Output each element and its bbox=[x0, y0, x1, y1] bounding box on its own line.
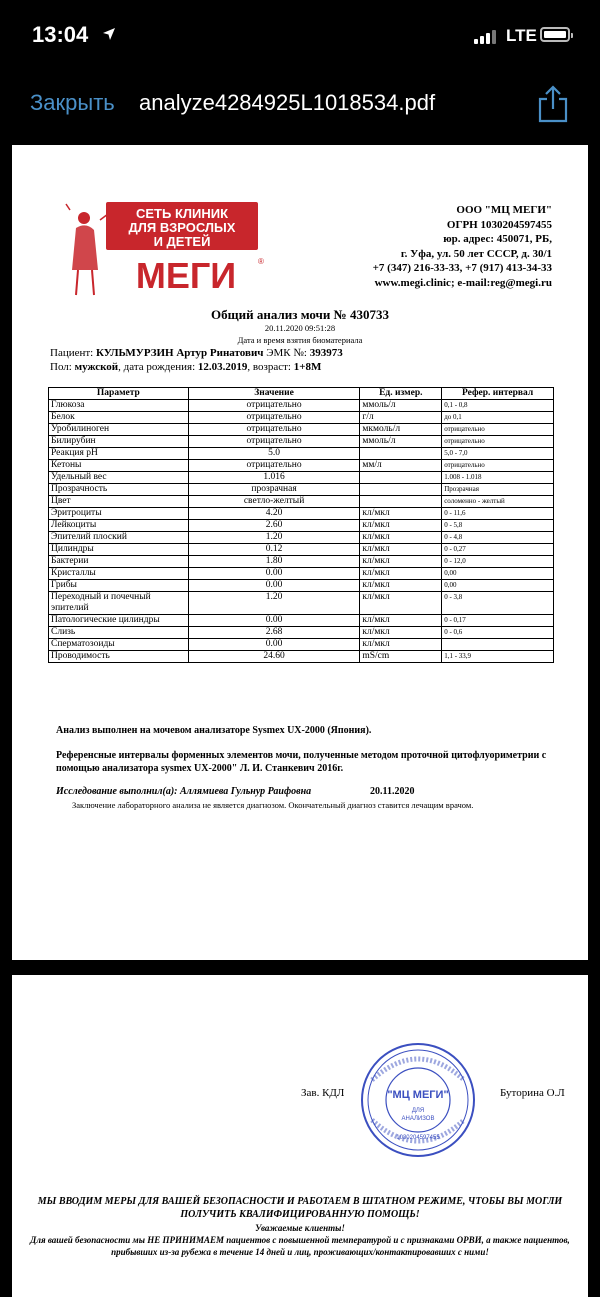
value-cell: 1.20 bbox=[188, 592, 360, 615]
table-row bbox=[49, 568, 554, 580]
unit-cell: мм/л bbox=[360, 460, 442, 472]
birth-value: 12.03.2019 bbox=[197, 361, 248, 373]
sample-datetime: 20.11.2020 09:51:28 bbox=[264, 323, 336, 333]
ref-cell: 0,00 bbox=[442, 580, 554, 592]
ref-cell: соломенно - желтый bbox=[442, 496, 554, 508]
ref-cell bbox=[442, 639, 554, 651]
table-row bbox=[49, 460, 554, 472]
value-cell: 2.60 bbox=[188, 520, 360, 532]
stamp-sub2: АНАЛИЗОВ bbox=[401, 1116, 435, 1122]
table-row bbox=[49, 592, 554, 615]
document-filename: analyze4284925L1018534.pdf bbox=[139, 90, 436, 115]
table-row bbox=[49, 508, 554, 520]
ref-cell: 0 - 4,8 bbox=[442, 532, 554, 544]
unit-cell bbox=[360, 496, 442, 508]
value-cell: 2.68 bbox=[188, 627, 360, 639]
param-cell: Глюкоза bbox=[49, 400, 189, 412]
patient-line bbox=[50, 347, 343, 359]
stamp-sub1: ДЛЯ bbox=[411, 1108, 425, 1114]
value-cell: 0.00 bbox=[188, 568, 360, 580]
head-label: Зав. КДЛ bbox=[301, 1087, 345, 1099]
table-row bbox=[49, 448, 554, 460]
value-cell: 4.20 bbox=[188, 508, 360, 520]
ref-cell: 5,0 - 7,0 bbox=[442, 448, 554, 460]
unit-cell: кл/мкл bbox=[360, 627, 442, 639]
logo-line2: ДЛЯ ВЗРОСЛЫХ bbox=[128, 220, 236, 235]
param-cell: Слизь bbox=[49, 627, 189, 639]
value-cell: 24.60 bbox=[188, 651, 360, 663]
unit-cell: кл/мкл bbox=[360, 580, 442, 592]
share-icon[interactable] bbox=[536, 84, 570, 124]
table-row bbox=[49, 544, 554, 556]
value-cell: отрицательно bbox=[188, 436, 360, 448]
unit-cell: ммоль/л bbox=[360, 400, 442, 412]
value-cell: 1.80 bbox=[188, 556, 360, 568]
ref-cell: 0,1 - 0,8 bbox=[442, 400, 554, 412]
table-row bbox=[49, 580, 554, 592]
patient-name: КУЛЬМУРЗИН Артур Ринатович bbox=[95, 347, 264, 359]
param-cell: Уробилиноген bbox=[49, 424, 189, 436]
disclaimer: Заключение лабораторного анализа не является диагнозом. Окончательный диагноз ставится лечащим врачом. bbox=[72, 800, 474, 810]
param-cell: Цвет bbox=[49, 496, 189, 508]
param-cell: Эпителий плоский bbox=[49, 532, 189, 544]
sex-label: Пол: bbox=[50, 361, 72, 373]
results-table bbox=[48, 387, 554, 663]
table-row bbox=[49, 639, 554, 651]
value-cell: светло-желтый bbox=[188, 496, 360, 508]
stamp-number: 1030204597455 bbox=[396, 1135, 440, 1141]
param-cell: Удельный вес bbox=[49, 472, 189, 484]
value-cell: 0.00 bbox=[188, 580, 360, 592]
clinic-info bbox=[373, 203, 552, 290]
age-value: 1+8М bbox=[293, 361, 322, 373]
unit-cell: кл/мкл bbox=[360, 520, 442, 532]
unit-cell bbox=[360, 472, 442, 484]
status-time: 13:04 bbox=[32, 22, 89, 47]
performed-by: Исследование выполнил(а): Аллямиева Гульнур Раифовна bbox=[56, 786, 312, 797]
column-header: Рефер. интервал bbox=[442, 388, 554, 400]
param-cell: Грибы bbox=[49, 580, 189, 592]
value-cell: 1.20 bbox=[188, 532, 360, 544]
patient-label: Пациент: bbox=[50, 347, 94, 359]
unit-cell: mS/cm bbox=[360, 651, 442, 663]
unit-cell: кл/мкл bbox=[360, 615, 442, 627]
ref-cell: 0 - 0,6 bbox=[442, 627, 554, 639]
param-cell: Переходный и почечный эпителий bbox=[49, 592, 189, 615]
param-cell: Кетоны bbox=[49, 460, 189, 472]
logo-line3: И ДЕТЕЙ bbox=[153, 234, 211, 249]
close-button[interactable]: Закрыть bbox=[30, 90, 115, 115]
clinic-logo bbox=[64, 200, 274, 300]
unit-cell: кл/мкл bbox=[360, 592, 442, 615]
viewer-nav-bar bbox=[0, 70, 600, 134]
ref-cell: 0 - 11,6 bbox=[442, 508, 554, 520]
unit-cell: г/л bbox=[360, 412, 442, 424]
table-row bbox=[49, 496, 554, 508]
age-label: возраст: bbox=[252, 361, 291, 373]
value-cell: отрицательно bbox=[188, 400, 360, 412]
param-cell: Кристаллы bbox=[49, 568, 189, 580]
param-cell: Белок bbox=[49, 412, 189, 424]
column-header: Параметр bbox=[49, 388, 189, 400]
network-type: LTE bbox=[506, 26, 537, 45]
ref-cell: отрицательно bbox=[442, 460, 554, 472]
param-cell: Прозрачность bbox=[49, 484, 189, 496]
ref-cell: 0 - 0,27 bbox=[442, 544, 554, 556]
value-cell: отрицательно bbox=[188, 424, 360, 436]
column-header: Значение bbox=[188, 388, 360, 400]
unit-cell: ммоль/л bbox=[360, 436, 442, 448]
table-row bbox=[49, 532, 554, 544]
pdf-page-2 bbox=[12, 975, 588, 1297]
value-cell: прозрачная bbox=[188, 484, 360, 496]
ref-cell: 1.008 - 1.018 bbox=[442, 472, 554, 484]
param-cell: Проводимость bbox=[49, 651, 189, 663]
org-phones: +7 (347) 216-33-33, +7 (917) 413-34-33 bbox=[372, 262, 552, 274]
pdf-page-1 bbox=[12, 145, 588, 960]
ref-cell: отрицательно bbox=[442, 436, 554, 448]
location-arrow-icon bbox=[102, 27, 116, 41]
doctor-figure-icon bbox=[66, 204, 108, 295]
ref-cell: до 0,1 bbox=[442, 412, 554, 424]
warning-text: Для вашей безопасности мы НЕ ПРИНИМАЕМ пациентов с повышенной температурой и с признаками ОРВИ, а также пациентов, прибывших из-за рубежа в течение 14 дней и лиц, проживающих/контактировавших с ними! bbox=[30, 1235, 570, 1257]
table-row bbox=[49, 472, 554, 484]
column-header: Ед. измер. bbox=[360, 388, 442, 400]
table-row bbox=[49, 424, 554, 436]
ref-cell: 1,1 - 33,9 bbox=[442, 651, 554, 663]
value-cell: отрицательно bbox=[188, 460, 360, 472]
ref-cell: Прозрачная bbox=[442, 484, 554, 496]
sample-datetime-caption: Дата и время взятия биоматериала bbox=[237, 335, 363, 345]
unit-cell: кл/мкл bbox=[360, 556, 442, 568]
table-row bbox=[49, 412, 554, 424]
emk-number: 393973 bbox=[309, 347, 343, 359]
status-bar bbox=[0, 0, 600, 70]
emk-label: ЭМК №: bbox=[266, 347, 307, 359]
org-ogrn: ОГРН 1030204597455 bbox=[446, 218, 552, 231]
safety-warning-title: МЫ ВВОДИМ МЕРЫ ДЛЯ ВАШЕЙ БЕЗОПАСНОСТИ И РАБОТАЕМ В ШТАТНОМ РЕЖИМЕ, ЧТОБЫ ВЫ МОГЛИ ПОЛУЧИТЬ КВАЛИФИЦИРОВАННУЮ ПОМОЩЬ! bbox=[37, 1196, 563, 1220]
table-row bbox=[49, 556, 554, 568]
ref-cell: 0 - 12,0 bbox=[442, 556, 554, 568]
unit-cell: кл/мкл bbox=[360, 532, 442, 544]
safety-warning-body bbox=[12, 1222, 588, 1258]
logo-reg: ® bbox=[258, 257, 264, 266]
org-name: ООО "МЦ МЕГИ" bbox=[456, 204, 552, 216]
unit-cell bbox=[360, 448, 442, 460]
sex-value: мужской bbox=[74, 361, 119, 373]
value-cell: 1.016 bbox=[188, 472, 360, 484]
ref-cell: 0 - 0,17 bbox=[442, 615, 554, 627]
ref-cell: 0 - 5,8 bbox=[442, 520, 554, 532]
table-row bbox=[49, 484, 554, 496]
ref-cell: 0,00 bbox=[442, 568, 554, 580]
value-cell: 0.12 bbox=[188, 544, 360, 556]
unit-cell: кл/мкл bbox=[360, 568, 442, 580]
param-cell: Цилиндры bbox=[49, 544, 189, 556]
unit-cell bbox=[360, 484, 442, 496]
table-row bbox=[49, 520, 554, 532]
table-row bbox=[49, 651, 554, 663]
table-row bbox=[49, 436, 554, 448]
value-cell: отрицательно bbox=[188, 412, 360, 424]
table-row bbox=[49, 615, 554, 627]
param-cell: Билирубин bbox=[49, 436, 189, 448]
unit-cell: мкмоль/л bbox=[360, 424, 442, 436]
unit-cell: кл/мкл bbox=[360, 508, 442, 520]
param-cell: Реакция pH bbox=[49, 448, 189, 460]
unit-cell: кл/мкл bbox=[360, 639, 442, 651]
org-address-line1: юр. адрес: 450071, РБ, bbox=[443, 233, 552, 245]
birth-label: дата рождения: bbox=[123, 361, 196, 373]
performed-date: 20.11.2020 bbox=[370, 786, 415, 797]
param-cell: Лейкоциты bbox=[49, 520, 189, 532]
cellular-signal-icon bbox=[474, 30, 496, 44]
param-cell: Бактерии bbox=[49, 556, 189, 568]
patient-details: Пол: мужской, дата рождения: 12.03.2019, возраст: 1+8М bbox=[50, 361, 322, 373]
analyzer-note: Анализ выполнен на мочевом анализаторе Sysmex UX-2000 (Япония). bbox=[56, 725, 372, 736]
param-cell: Патологические цилиндры bbox=[49, 615, 189, 627]
head-name: Буторина О.Л bbox=[500, 1087, 565, 1099]
logo-brand: МЕГИ bbox=[135, 255, 237, 296]
reference-note: Референсные интервалы форменных элементов мочи, полученные методом проточной цитофлуориметрии с помощью анализатора sysmex UX-2000" Л. И. Станкевич 2016г. bbox=[56, 750, 547, 774]
org-address-line2: г. Уфа, ул. 50 лет СССР, д. 30/1 bbox=[400, 247, 552, 260]
stamp-center-text: "МЦ МЕГИ" bbox=[387, 1089, 449, 1101]
ref-cell: 0 - 3,8 bbox=[442, 592, 554, 615]
table-row bbox=[49, 400, 554, 412]
unit-cell: кл/мкл bbox=[360, 544, 442, 556]
table-row bbox=[49, 627, 554, 639]
battery-icon bbox=[540, 27, 570, 42]
report-title: Общий анализ мочи № 430733 bbox=[211, 307, 389, 322]
value-cell: 0.00 bbox=[188, 615, 360, 627]
ref-cell: отрицательно bbox=[442, 424, 554, 436]
greeting: Уважаемые клиенты! bbox=[255, 1223, 345, 1233]
logo-line1: СЕТЬ КЛИНИК bbox=[135, 206, 229, 221]
value-cell: 5.0 bbox=[188, 448, 360, 460]
clinic-stamp bbox=[358, 1040, 478, 1160]
table-header-row bbox=[49, 388, 554, 400]
value-cell: 0.00 bbox=[188, 639, 360, 651]
org-web: www.megi.clinic; e-mail:reg@megi.ru bbox=[374, 276, 552, 289]
param-cell: Сперматозоиды bbox=[49, 639, 189, 651]
param-cell: Эритроциты bbox=[49, 508, 189, 520]
